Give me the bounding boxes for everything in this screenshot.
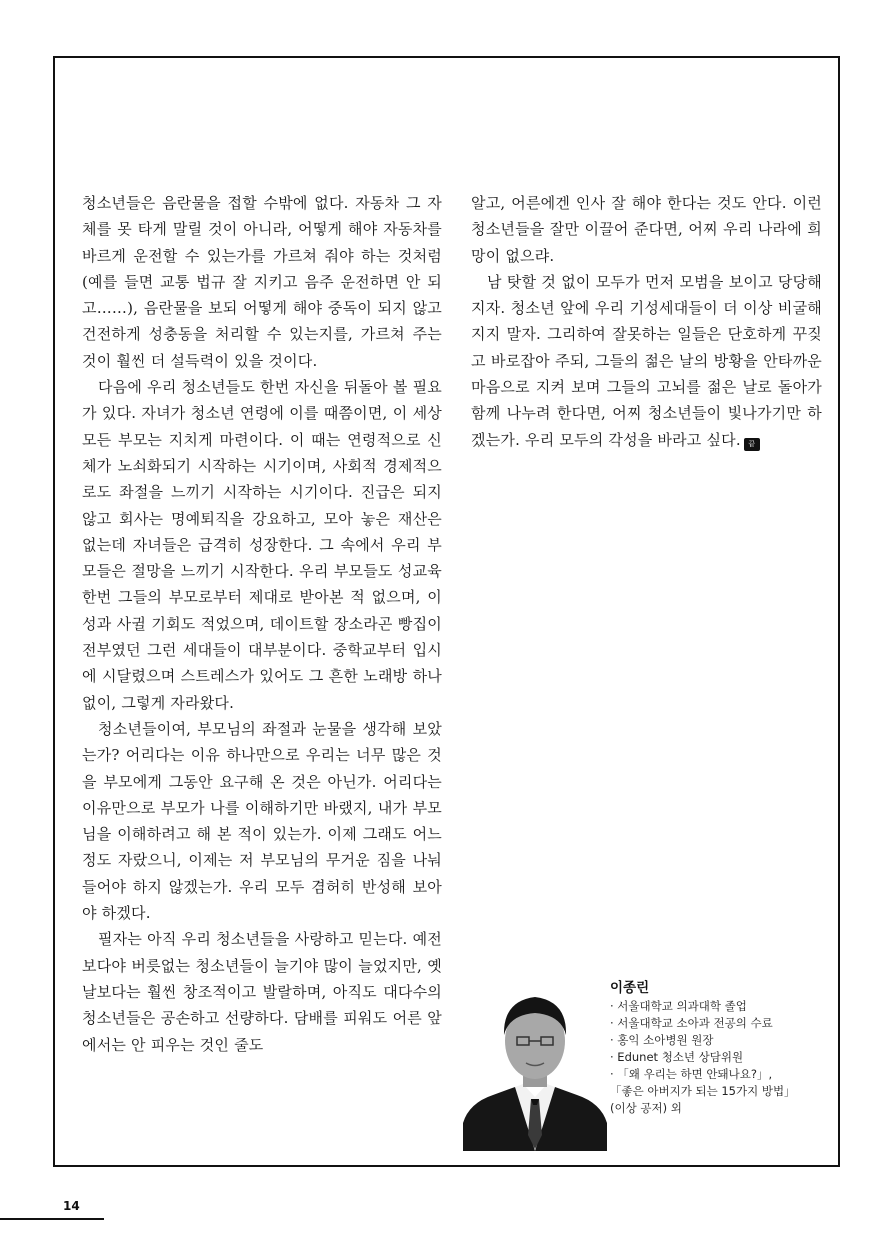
paragraph: 다음에 우리 청소년들도 한번 자신을 뒤돌아 볼 필요가 있다. 자녀가 청소년 연령에 이를 때쯤이면, 이 세상 모든 부모는 지치게 마련이다. 이 때는 연령적으로 신체가 노쇠화되기 시작하는 시기이며, 사회적 경제적으로도 좌절을 느끼기 시작하는 시기이다. 진급은 되지 않고 회사는 명예퇴직을 강요하고, 모아 놓은 재산은 없는데 자녀들은 급격히 성장한다. 그 속에서 우리 부모들은 절망을 느끼기 시작한다. 우리 부모들도 성교육 한번 그들의 부모로부터 제대로 받아본 적 없으며, 이성과 사귈 기회도 적었으며, 데이트할 장소라곤 빵집이 전부였던 그런 세대들이 대부분이다. 중학교부터 입시에 시달렸으며 스트레스가 있어도 그 흔한 노래방 하나 없이, 그렇게 자라왔다. — [82, 378, 442, 712]
paragraph: 청소년들은 음란물을 접할 수밖에 없다. 자동차 그 자체를 못 타게 말릴 것이 아니라, 어떻게 해야 자동차를 바르게 운전할 수 있는가를 가르쳐 줘야 하는 것처럼(예를 들면 교통 법규 잘 지키고 음주 운전하면 안 되고……), 음란물을 보되 어떻게 해야 중독이 되지 않고 건전하게 성충동을 처리할 수 있는지를, 가르쳐 주는 것이 훨씬 더 설득력이 있을 것이다. — [82, 194, 442, 370]
paragraph — [471, 269, 822, 453]
paragraph: 필자는 아직 우리 청소년들을 사랑하고 믿는다. 예전보다야 버릇없는 청소년들이 늘기야 많이 늘었지만, 옛날보다는 훨씬 창조적이고 발랄하며, 아직도 대다수의 청소년들은 공손하고 선량하다. 담배를 피워도 어른 앞에서는 안 피우는 것인 줄도 — [82, 930, 442, 1054]
paragraph: 알고, 어른에겐 인사 잘 해야 한다는 것도 안다. 이런 청소년들을 잘만 이끌어 준다면, 어찌 우리 나라에 희망이 없으랴. — [471, 194, 822, 265]
right-column — [471, 190, 822, 453]
paragraph-text: 남 탓할 것 없이 모두가 먼저 모범을 보이고 당당해지자. 청소년 앞에 우리 기성세대들이 더 이상 비굴해지지 말자. 그리하여 잘못하는 일들은 단호하게 꾸짖고 바로잡아 주되, 그들의 젊은 날의 방황을 안타까운 마음으로 지켜 보며 그들의 고뇌를 젊은 날로 돌아가 함께 나누려 한다면, 어찌 청소년들이 빛나가기만 하겠는가. 우리 모두의 각성을 바라고 싶다. — [471, 272, 822, 449]
paragraph: 청소년들이여, 부모님의 좌절과 눈물을 생각해 보았는가? 어리다는 이유 하나만으로 우리는 너무 많은 것을 부모에게 그동안 요구해 온 것은 아닌가. 어리다는 이유만으로 부모가 나를 이해하기만 바랬지, 내가 부모님을 이해하려고 해 본 적이 있는가. 이제 그래도 어느 정도 자랐으니, 이제는 저 부모님의 무거운 짐을 나눠 들어야 하지 않겠는가. 우리 모두 겸허히 반성해 보아야 하겠다. — [82, 719, 442, 923]
author-name: 이종린 — [610, 980, 650, 996]
credential-item: · 서울대학교 소아과 전공의 수료 — [610, 1016, 773, 1030]
credential-item: (이상 공저) 외 — [610, 1101, 682, 1115]
author-credentials — [610, 998, 835, 1117]
end-mark-icon: 끝 — [744, 438, 760, 451]
author-bio — [610, 980, 835, 1117]
page-number: 14 — [63, 1199, 80, 1213]
left-column — [82, 190, 442, 1058]
credential-item: 「좋은 아버지가 되는 15가지 방법」 — [610, 1084, 796, 1098]
credential-item: · 홍익 소아병원 원장 — [610, 1033, 714, 1047]
credential-item: · Edunet 청소년 상담위원 — [610, 1050, 744, 1064]
author-photo — [463, 985, 607, 1151]
footer-rule — [0, 1218, 104, 1220]
credential-item: · 「왜 우리는 하면 안돼나요?」, — [610, 1067, 773, 1081]
credential-item: · 서울대학교 의과대학 졸업 — [610, 999, 747, 1013]
